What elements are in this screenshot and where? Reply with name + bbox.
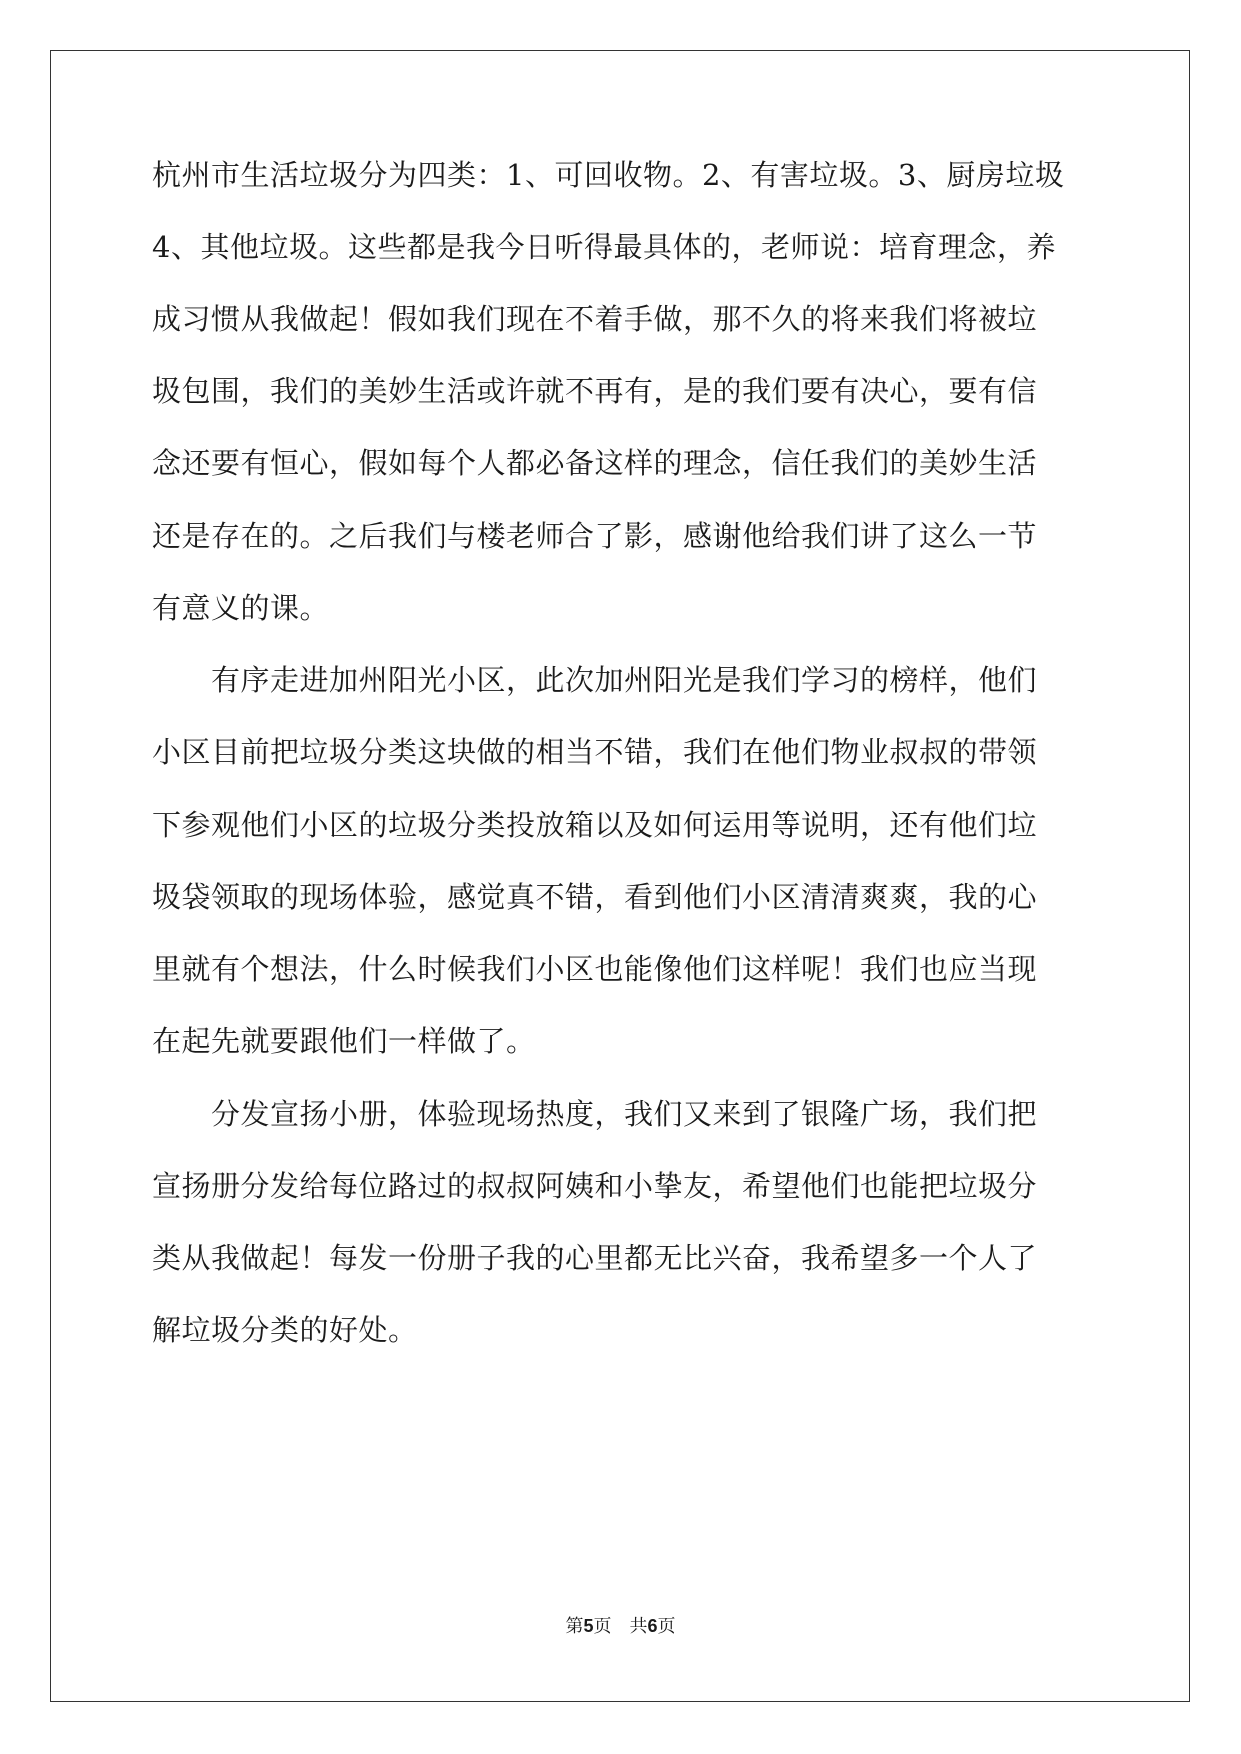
text-line: 宣扬册分发给每位路过的叔叔阿姨和小挚友，希望他们也能把垃圾分 [152, 1169, 1038, 1203]
text-line: 类从我做起！每发一份册子我的心里都无比兴奋，我希望多一个人了 [152, 1241, 1038, 1275]
text-line: 分发宣扬小册，体验现场热度，我们又来到了银隆广场，我们把 [152, 1097, 1038, 1131]
text-line: 杭州市生活垃圾分为四类：1、可回收物。2、有害垃圾。3、厨房垃圾 [152, 158, 1065, 192]
text-line: 4、其他垃圾。这些都是我今日听得最具体的，老师说：培育理念，养 [152, 230, 1056, 264]
text-line: 里就有个想法，什么时候我们小区也能像他们这样呢！我们也应当现 [152, 952, 1038, 986]
total-page-number: 6 [647, 1616, 658, 1636]
text-line: 在起先就要跟他们一样做了。 [152, 1024, 536, 1058]
text-line: 小区目前把垃圾分类这块做的相当不错，我们在他们物业叔叔的带领 [152, 735, 1038, 769]
page-footer [0, 1612, 1241, 1638]
text-line: 念还要有恒心，假如每个人都必备这样的理念，信任我们的美妙生活 [152, 446, 1038, 480]
current-page-number: 5 [583, 1616, 594, 1636]
footer-mid: 页 共 [593, 1616, 648, 1637]
text-line: 有意义的课。 [152, 591, 330, 625]
footer-prefix: 第 [565, 1616, 584, 1637]
text-line: 圾包围，我们的美妙生活或许就不再有，是的我们要有决心，要有信 [152, 374, 1038, 408]
text-line: 解垃圾分类的好处。 [152, 1313, 418, 1347]
footer-suffix: 页 [657, 1616, 676, 1637]
text-line: 成习惯从我做起！假如我们现在不着手做，那不久的将来我们将被垃 [152, 302, 1038, 336]
text-line: 有序走进加州阳光小区，此次加州阳光是我们学习的榜样，他们 [152, 663, 1038, 697]
text-line: 圾袋领取的现场体验，感觉真不错，看到他们小区清清爽爽，我的心 [152, 880, 1038, 914]
text-line: 下参观他们小区的垃圾分类投放箱以及如何运用等说明，还有他们垃 [152, 808, 1038, 842]
text-line: 还是存在的。之后我们与楼老师合了影，感谢他给我们讲了这么一节 [152, 519, 1038, 553]
